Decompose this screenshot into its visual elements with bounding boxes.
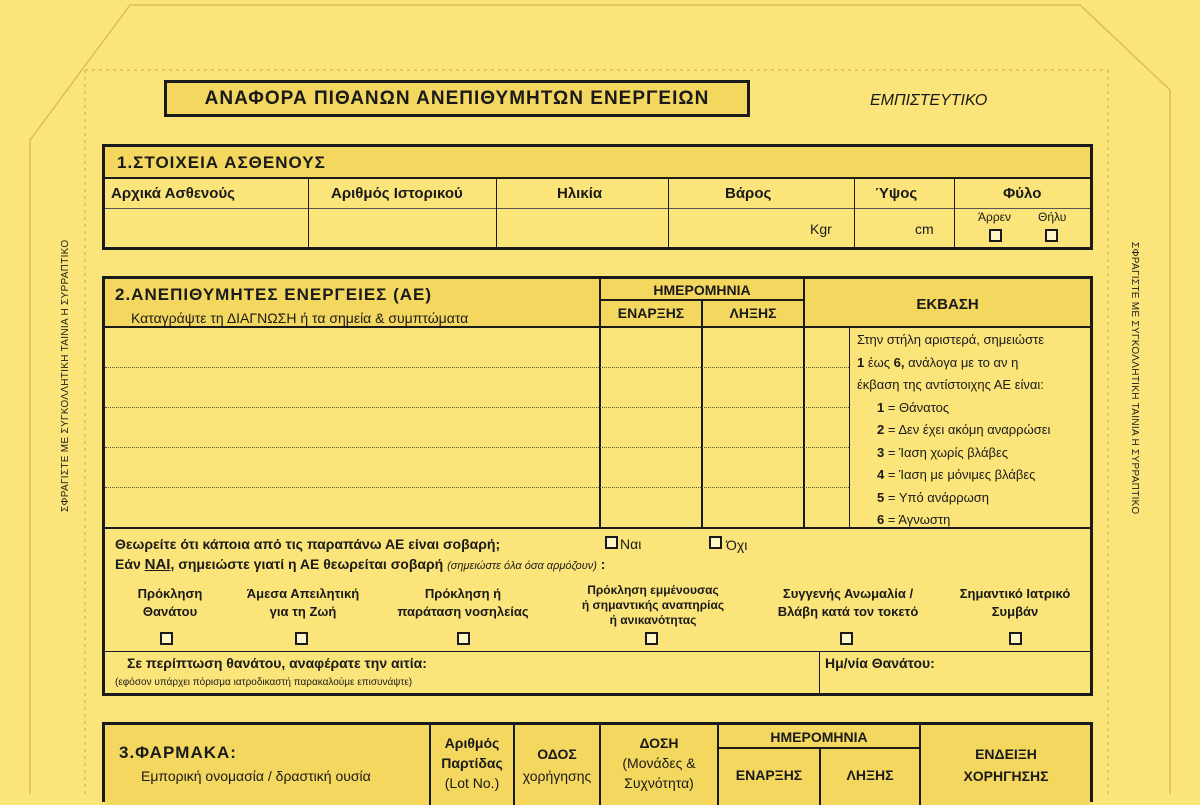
adverse-end-header: ΛΗΞΗΣ (729, 305, 777, 321)
outcome-header: ΕΚΒΑΣΗ (916, 296, 979, 313)
side-seal-note-left: ΣΦΡΑΓΙΣΤΕ ΜΕ ΣΥΓΚΟΛΛΗΤΙΚΗ ΤΑΙΝΙΑ Η ΣΥΡΡΑΠΤΙΚΟ (60, 239, 71, 512)
outcome-code-column[interactable] (806, 329, 848, 525)
weight-unit: Kgr (810, 221, 832, 237)
dose-header: ΔΟΣΗ (Μονάδες & Συχνότητα) (622, 735, 696, 791)
drugs-start-header: ΕΝΑΡΞΗΣ (735, 767, 803, 783)
adverse-end-dates[interactable] (705, 329, 801, 525)
serious-reason-instruction: Εάν ΝΑΙ, σημειώστε γιατί η ΑΕ θεωρείται σοβαρή (σημειώστε όλα όσα αρμόζουν) : (115, 556, 606, 573)
criterion-death-checkbox[interactable] (160, 632, 173, 645)
female-checkbox[interactable] (1045, 229, 1058, 242)
form-title: ΑΝΑΦΟΡΑ ΠΙΘΑΝΩΝ ΑΝΕΠΙΘΥΜΗΤΩΝ ΕΝΕΡΓΕΙΩΝ (164, 80, 750, 117)
criterion-disability-checkbox[interactable] (645, 632, 658, 645)
criterion-life-threatening-checkbox[interactable] (295, 632, 308, 645)
weight-label: Βάρος (725, 185, 772, 202)
death-date-label: Ημ/νία Θανάτου: (825, 655, 935, 671)
record-no-label: Αριθμός Ιστορικού (331, 185, 463, 202)
criterion-medical-event: Σημαντικό Ιατρικό Συμβάν (959, 586, 1071, 619)
drugs-section (102, 722, 1093, 802)
age-field[interactable] (499, 210, 665, 244)
age-label: Ηλικία (557, 185, 603, 202)
height-field[interactable] (857, 210, 951, 244)
male-checkbox[interactable] (989, 229, 1002, 242)
drugs-section-title: 3.ΦΑΡΜΑΚΑ: (119, 743, 237, 762)
adverse-section-title: 2.ΑΝΕΠΙΘΥΜΗΤΕΣ ΕΝΕΡΓΕΙΕΣ (ΑΕ) (115, 285, 433, 304)
death-cause-label: Σε περίπτωση θανάτου, αναφέρατε την αιτία: (127, 655, 427, 671)
adverse-subtitle: Καταγράψτε τη ΔΙΑΓΝΩΣΗ ή τα σημεία & συμπτώματα (131, 310, 469, 326)
criterion-disability: Πρόκληση εμμένουσας ή σημαντικής αναπηρίας ή ανικανότητας (581, 583, 725, 627)
initials-field[interactable] (107, 210, 305, 244)
adverse-start-header: ΕΝΑΡΞΗΣ (617, 305, 685, 321)
height-unit: cm (915, 221, 934, 237)
confidential-label: ΕΜΠΙΣΤΕΥΤΙΚΟ (870, 92, 988, 109)
height-label: Ύψος (875, 185, 918, 202)
lot-header: Αριθμός Παρτίδας (Lot No.) (441, 735, 503, 791)
drugs-end-header: ΛΗΞΗΣ (846, 767, 894, 783)
side-seal-note-right: ΣΦΡΑΓΙΣΤΕ ΜΕ ΣΥΓΚΟΛΛΗΤΙΚΗ ΤΑΙΝΙΑ Η ΣΥΡΡΑΠΤΙΚΟ (1129, 242, 1140, 515)
serious-no-label: Όχι (726, 537, 748, 553)
drugs-subtitle: Εμπορική ονομασία / δραστική ουσία (141, 768, 371, 784)
serious-yes-label: Ναι (620, 536, 642, 552)
male-label: Άρρεν (978, 210, 1012, 224)
serious-no-checkbox[interactable] (709, 536, 722, 549)
record-no-field[interactable] (311, 210, 493, 244)
serious-question: Θεωρείτε ότι κάποια από τις παραπάνω ΑΕ είναι σοβαρή; (115, 536, 501, 552)
patient-section-title: 1.ΣΤΟΙΧΕΙΑ ΑΣΘΕΝΟΥΣ (117, 153, 326, 172)
criterion-life-threatening: Άμεσα Απειλητική για τη Ζωή (246, 586, 360, 619)
criterion-hospitalisation-checkbox[interactable] (457, 632, 470, 645)
drugs-date-header: ΗΜΕΡΟΜΗΝΙΑ (770, 729, 868, 745)
death-cause-note: (εφόσον υπάρχει πόρισμα ιατροδικαστή παρακαλούμε επισυνάψτε) (115, 677, 413, 688)
criterion-death: Πρόκληση Θανάτου (137, 586, 203, 619)
death-date-field[interactable] (955, 655, 1085, 689)
initials-label: Αρχικά Ασθενούς (111, 185, 235, 202)
criterion-congenital: Συγγενής Ανωμαλία / Βλάβη κατά τον τοκετό (777, 586, 919, 619)
patient-section (102, 144, 1093, 250)
indication-header: ΕΝΔΕΙΞΗ ΧΟΡΗΓΗΣΗΣ (963, 746, 1049, 784)
adverse-section (102, 276, 1093, 696)
route-header: ΟΔΟΣ χορήγησης (522, 746, 592, 784)
death-cause-field[interactable] (525, 655, 815, 689)
adverse-start-dates[interactable] (603, 329, 699, 525)
criterion-congenital-checkbox[interactable] (840, 632, 853, 645)
adverse-date-header: ΗΜΕΡΟΜΗΝΙΑ (653, 282, 751, 298)
adverse-entry-area[interactable] (107, 329, 597, 525)
criterion-medical-event-checkbox[interactable] (1009, 632, 1022, 645)
female-label: Θήλυ (1038, 210, 1067, 224)
serious-yes-checkbox[interactable] (605, 536, 618, 549)
criterion-hospitalisation: Πρόκληση ή παράταση νοσηλείας (397, 586, 529, 619)
outcome-legend: Στην στήλη αριστερά, σημειώστε 1 έως 6, ανάλογα με το αν η έκβαση της αντίστοιχης ΑΕ είναι: 1 = Θάνατος 2 = Δεν έχει ακόμη αναρρώσει 3 = Ίαση χωρίς βλάβες 4 = Ίαση με μόνιμες βλάβες 5 = Υπό ανάρρωση 6 = Άγνωστη (857, 332, 1051, 527)
sex-label: Φύλο (1003, 185, 1042, 202)
